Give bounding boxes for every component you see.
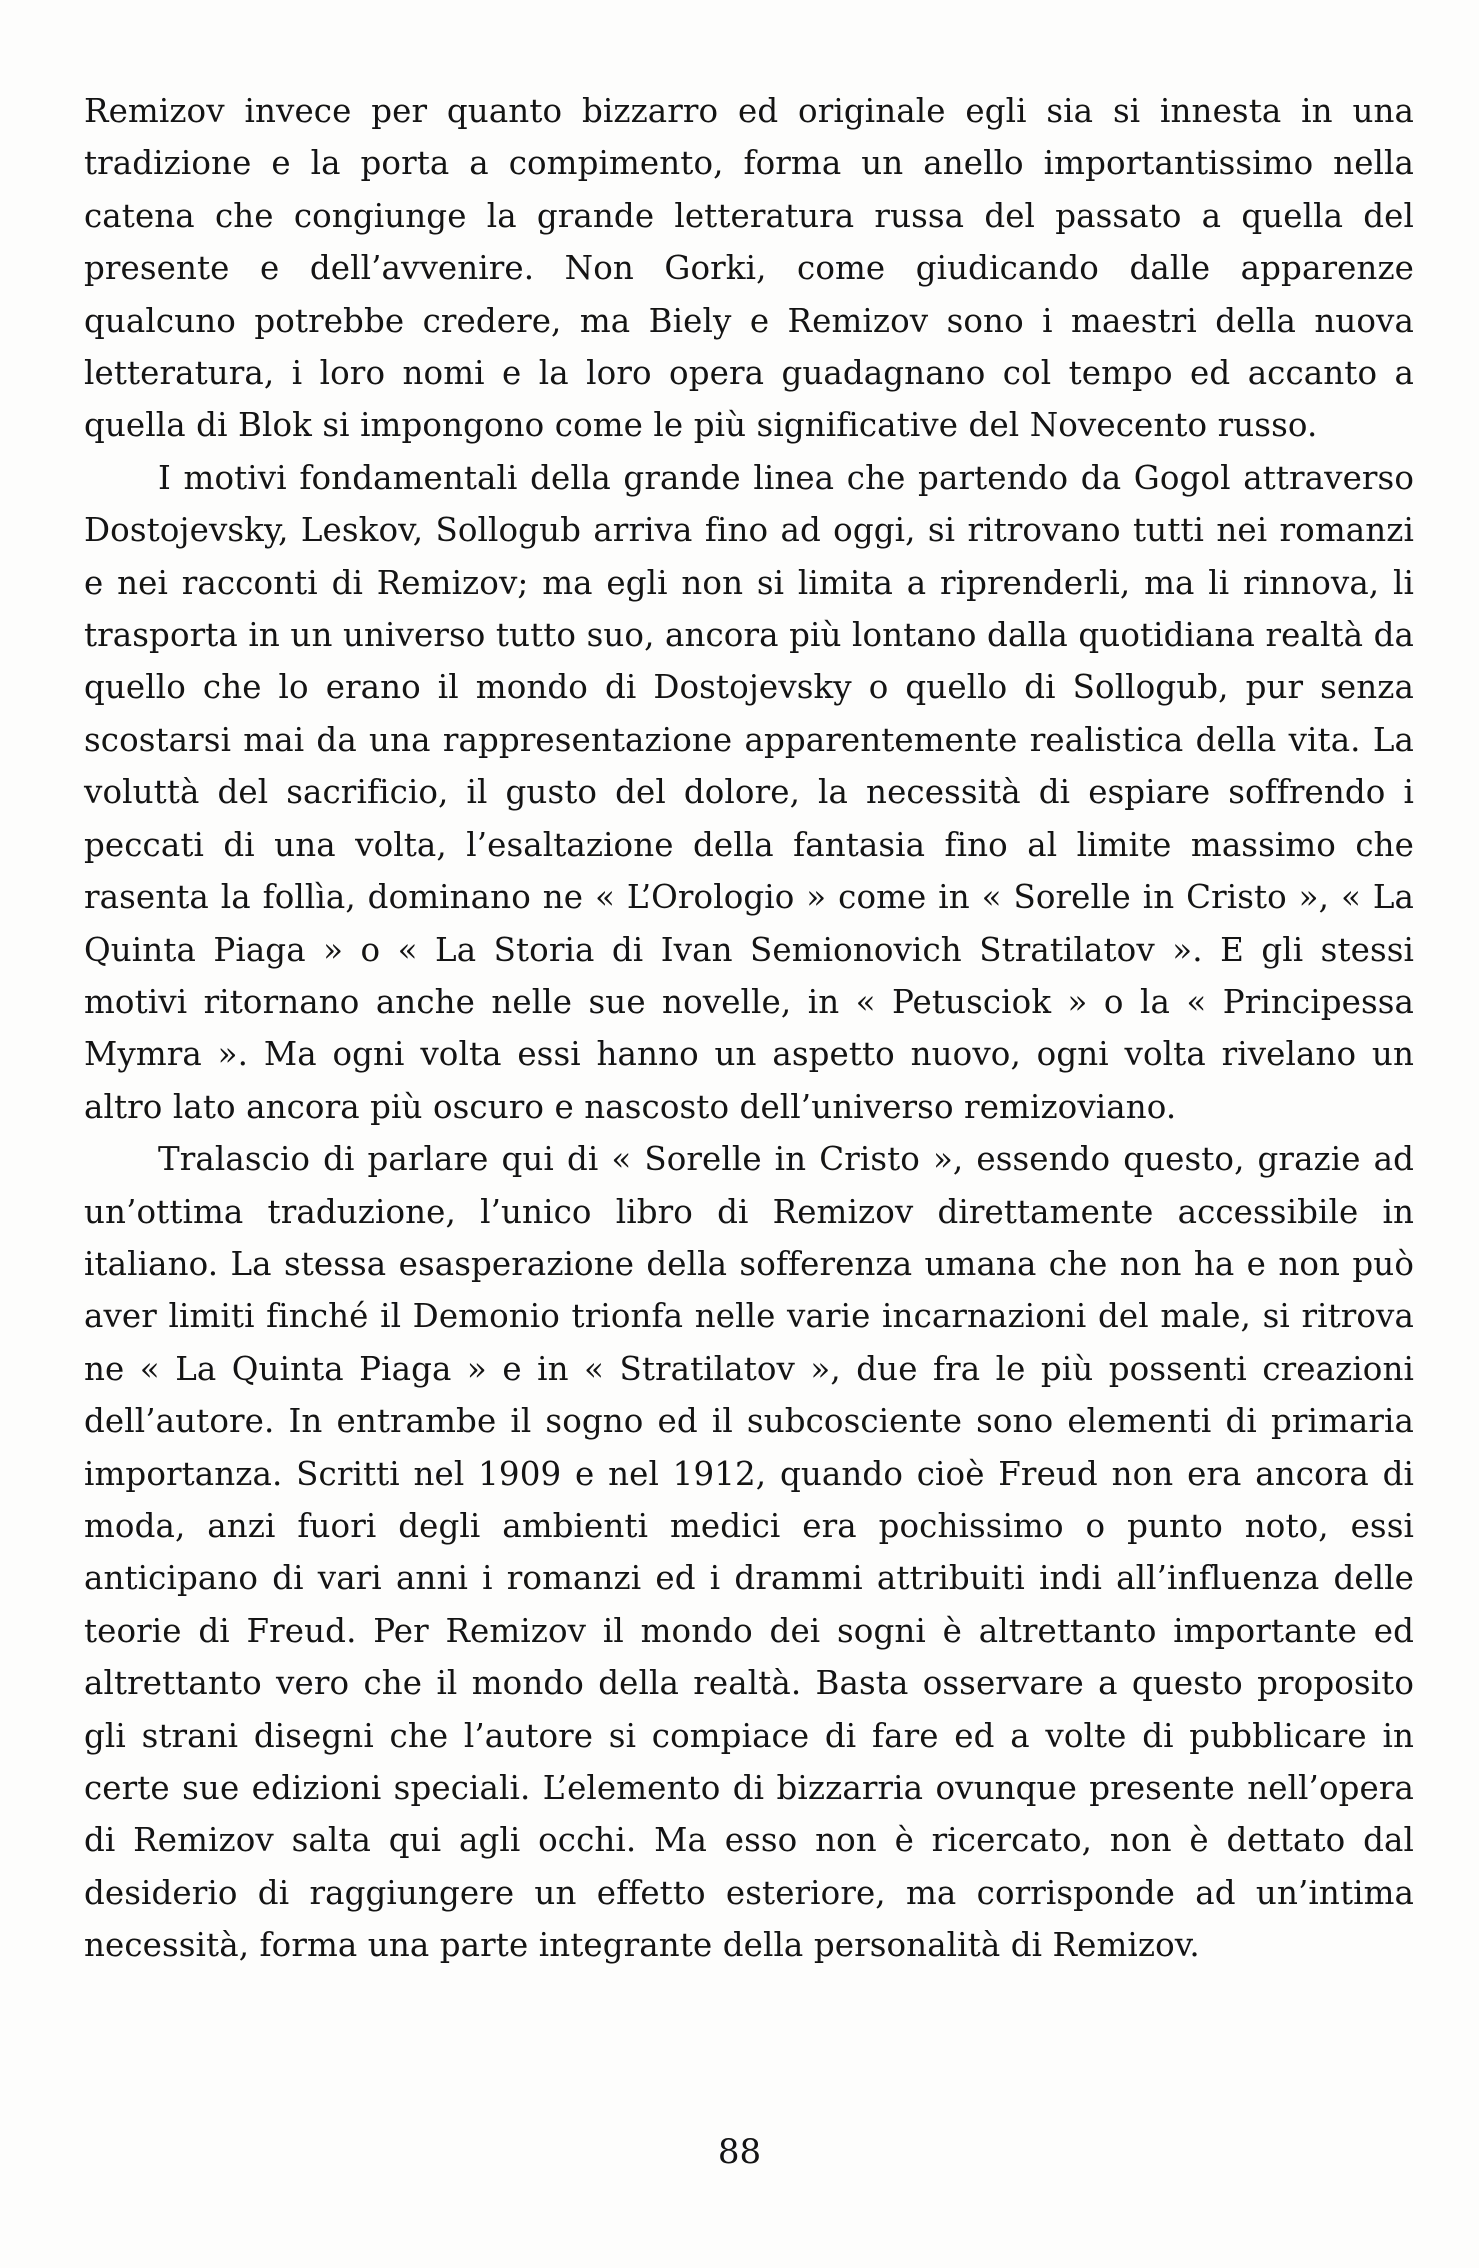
paragraph-2: I motivi fondamentali della grande linea che partendo da Gogol attraverso Dostojevsky, Leskov, Sollogub arriva fino ad oggi, si ritrovano tutti nei romanzi e nei racconti di Remizov; ma egli non si limita a riprenderli, ma li rinnova, li trasporta in un universo tutto suo, ancora più lontano dalla quotidiana realtà da quello che lo erano il mondo di Dostojevsky o quello di Sollogub, pur senza scostarsi mai da una rappresentazione apparentemente realistica della vita. La voluttà del sacrificio, il gusto del dolore, la necessità di espiare soffrendo i peccati di una volta, l’esaltazione della fantasia fino al limite massimo che rasenta la follìa, dominano ne « L’Orologio » come in « Sorelle in Cristo », « La Quinta Piaga » o « La Storia di Ivan Semionovich Stratilatov ». E gli stessi motivi ritornano anche nelle sue novelle, in « Petusciok » o la « Principessa Mymra ». Ma ogni volta essi hanno un aspetto nuovo, ogni volta rivelano un altro lato ancora più oscuro e nascosto dell’universo remizoviano. <box>84 458 1414 1126</box>
paragraph-1: Remizov invece per quanto bizzarro ed originale egli sia si innesta in una tradizione e la porta a compimento, forma un anello importantissimo nella catena che congiunge la grande letteratura russa del passato a quella del presente e dell’avvenire. Non Gorki, come giudicando dalle apparenze qualcuno potrebbe credere, ma Biely e Remizov sono i maestri della nuova letteratura, i loro nomi e la loro opera guadagnano col tempo ed accanto a quella di Blok si impongono come le più significative del Novecento russo. <box>84 92 1414 445</box>
paragraph-3: Tralascio di parlare qui di « Sorelle in Cristo », essendo questo, grazie ad un’ottima traduzione, l’unico libro di Remizov direttamente accessibile in italiano. La stessa esasperazione della sofferenza umana che non ha e non può aver limiti finché il Demonio trionfa nelle varie incarnazioni del male, si ritrova ne « La Quinta Piaga » e in « Stratilatov », due fra le più possenti creazioni dell’autore. In entrambe il sogno ed il subcosciente sono elementi di primaria importanza. Scritti nel 1909 e nel 1912, quando cioè Freud non era ancora di moda, anzi fuori degli ambienti medici era pochissimo o punto noto, essi anticipano di vari anni i romanzi ed i drammi attribuiti indi all’influenza delle teorie di Freud. Per Remizov il mondo dei sogni è altrettanto importante ed altrettanto vero che il mondo della realtà. Basta osservare a questo proposito gli strani disegni che l’autore si compiace di fare ed a volte di pubblicare in certe sue edizioni speciali. L’elemento di bizzarria ovunque presente nell’opera di Remizov salta qui agli occhi. Ma esso non è ricercato, non è dettato dal desiderio di raggiungere un effetto esteriore, ma corrisponde ad un’intima necessità, forma una parte integrante della personalità di Remizov. <box>84 1140 1414 1965</box>
page-number: 88 <box>717 2132 762 2172</box>
body-text <box>84 85 1414 1972</box>
